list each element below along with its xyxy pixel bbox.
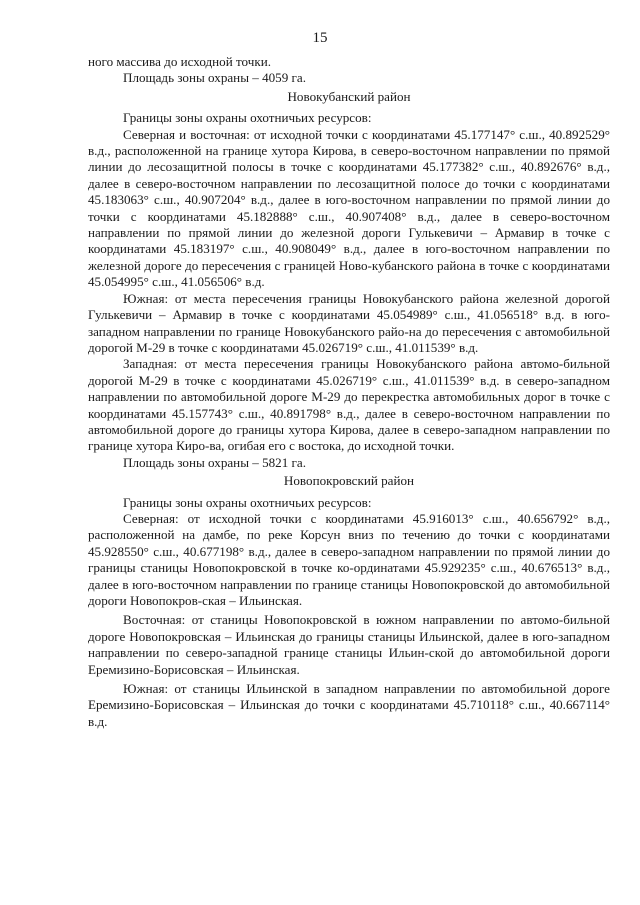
section-heading-novopokrovsky: Новопокровский район — [283, 473, 415, 489]
section-heading-novokubansky: Новокубанский район — [287, 88, 411, 104]
paragraph-south-boundary-2: Южная: от станицы Ильинской в западном направлении по автомобильной дороге Еремизино-Борисовская – Ильинская до точки с координатами 45.710118° с.ш., 40.667114° в.д. — [88, 681, 610, 729]
paragraph-continuation: ного массива до исходной точки. — [88, 54, 271, 69]
paragraph-north-boundary: Северная: от исходной точки с координатами 45.916013° с.ш., 40.656792° в.д., расположенной на дамбе, по реке Корсун вниз по течению до точки с координатами 45.928550° с.ш., 40.677198° в.д., далее в северо-западном направлении по прямой линии до границы станицы Новопокровской в точке ко-ординатами 45.929235° с.ш., 40.676513° в.д., далее в юго-восточном направлении по границе станицы Новопокровской до автомобильной дороги Новопокров-ская – Ильинская. — [88, 510, 610, 608]
paragraph-west-boundary: Западная: от места пересечения границы Новокубанского района автомо-бильной дорогой М-29 в точке с координатами 45.026719° с.ш., 41.011539° в.д. в северо-западном направлении по автомобильной дороге М-29 до перекрестка автомобильных дорог в точке с координатами 45.157743° с.ш., 40.891798° в.д., далее в северо-восточном направлении по автомобильной дороге до границы хутора Кирова, далее в северо-западном направлении по границе хутора Киро-ва, огибая его с востока, до исходной точки. — [88, 356, 610, 454]
document-body — [88, 54, 610, 730]
paragraph-east-boundary: Восточная: от станицы Новопокровской в южном направлении по автомо-бильной дороге Новопокровская – Ильинская до границы станицы Ильинской, далее в юго-западном направлении по северо-западной границе станицы Ильин-ской до автомобильной дороги Еремизино-Борисовская – Ильинская. — [88, 612, 610, 677]
paragraph-boundaries-intro-2: Границы зоны охраны охотничьих ресурсов: — [123, 494, 372, 510]
paragraph-north-east-boundary: Северная и восточная: от исходной точки с координатами 45.177147° с.ш., 40.892529° в.д., расположенной на границе хутора Кирова, в северо-восточном направлении по прямой линии до лесозащитной полосы в точке с координатами 45.177382° с.ш., 40.892676° в.д., далее в северо-восточном направлении по лесозащитной полосе до точки с координатами 45.183063° с.ш., 40.907204° в.д., далее в юго-восточном направлении по прямой линии до точки с координатами 45.182888° с.ш., 40.907408° в.д., далее в северо-восточном направлении по прямой линии до железной дороги Гулькевичи – Армавир в точке с координатами 45.183197° с.ш., 40.908049° в.д., далее в юго-восточном направлении по железной дороге до пересечения с границей Ново-кубанского района в точке с координатами 45.054995° с.ш., 41.056506° в.д. — [88, 126, 610, 290]
paragraph-south-boundary: Южная: от места пересечения границы Новокубанского района железной дорогой Гулькевичи – Армавир в точке с координатами 45.054989° с.ш., 41.056518° в.д. в юго-западном направлении по границе Новокубанского райо-на до пересечения с автомобильной дорогой М-29 в точке с координатами 45.026719° с.ш., 41.011539° в.д. — [88, 290, 610, 355]
paragraph-boundaries-intro-1: Границы зоны охраны охотничьих ресурсов: — [123, 110, 372, 126]
page-number: 15 — [312, 30, 328, 46]
paragraph-area-1: Площадь зоны охраны – 4059 га. — [123, 70, 306, 86]
paragraph-area-2: Площадь зоны охраны – 5821 га. — [123, 454, 306, 470]
